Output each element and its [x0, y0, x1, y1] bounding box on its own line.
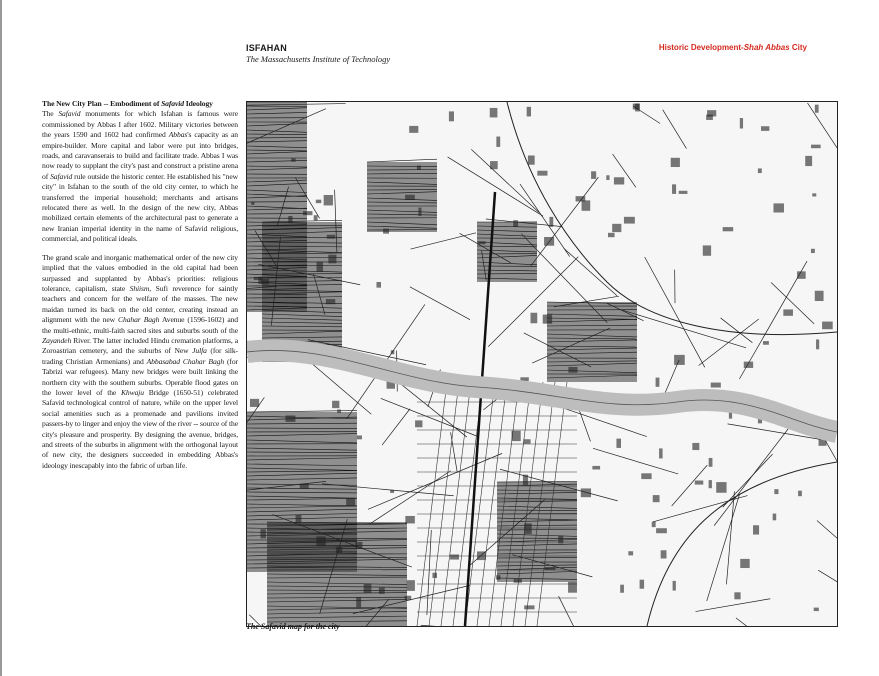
section-title-emphasis: Shah Abbas — [743, 43, 790, 52]
map-dark-area — [547, 302, 637, 382]
map-drawing — [247, 102, 837, 626]
map-parcel — [415, 420, 422, 427]
map-parcel — [711, 383, 721, 388]
map-parcel — [288, 216, 292, 223]
text-run: Shiism — [129, 283, 150, 293]
map-field-boundary — [421, 625, 453, 626]
map-parcel — [659, 448, 662, 458]
map-parcel — [314, 215, 318, 220]
map-parcel — [773, 514, 777, 521]
section-title — [659, 43, 807, 52]
map-parcel — [326, 299, 335, 304]
text-run: River. The latter included Hindu cremation platforms, a Zoroastrian cemetery, and the suburbs of New — [42, 335, 238, 356]
map-parcel — [328, 255, 336, 264]
text-run: monuments for which Isfahan is famous were commissioned by Abbas I after 1602. Military victories between the years 1590 and 1602 had confirmed — [42, 109, 238, 140]
map-field-boundary — [559, 596, 577, 626]
map-parcel — [405, 516, 414, 523]
section-heading — [42, 99, 238, 109]
map-parcel — [477, 551, 486, 560]
map-field-boundary — [672, 465, 708, 506]
map-parcel — [723, 227, 734, 231]
map-parcel — [805, 156, 812, 166]
map-parcel — [391, 350, 395, 354]
map-parcel — [616, 439, 621, 448]
map-parcel — [490, 161, 498, 169]
text-run: rule outside the historic center. He established his "new city" in Isfahan to the south of the old city center, to which he transferred the imperial household; merchants and artisans relocated there as well. In the design of the new city, Abbas mobilized certain elements of the architectural past to generate a new Iranian imperial identity in the name of Safavid religious, commercial, and political ideals. — [42, 171, 238, 244]
map-parcel — [672, 184, 676, 194]
map-parcel — [524, 605, 534, 609]
map-field-boundary — [663, 110, 687, 149]
safavid-city-map — [246, 101, 838, 627]
text-run: Khwaju — [120, 387, 144, 397]
map-parcel — [549, 217, 553, 227]
text-run: Abbasabad Chahar Bagh — [146, 356, 225, 366]
paragraph-1 — [42, 109, 238, 244]
map-parcel — [544, 237, 554, 246]
text-run: , Sufi reverence for saintly teachers and concern for the welfare of the masses. The new maidan turned its back on the old center, creating instead an alignment with the new — [42, 283, 238, 325]
document-subtitle: The Massachusetts Institute of Technology — [246, 54, 391, 64]
map-parcel — [822, 322, 833, 330]
map-parcel — [490, 108, 498, 118]
page-left-edge — [0, 0, 2, 676]
map-parcel — [432, 573, 437, 578]
map-parcel — [716, 482, 726, 493]
map-parcel — [524, 523, 532, 533]
map-parcel — [417, 166, 421, 170]
map-parcel — [545, 567, 556, 570]
map-field-boundary — [818, 570, 837, 600]
map-parcel — [496, 137, 500, 147]
map-field-boundary — [707, 494, 740, 601]
map-parcel — [673, 581, 676, 591]
map-field-boundary — [726, 491, 734, 584]
map-parcel — [624, 217, 635, 224]
map-parcel — [815, 291, 824, 301]
text-run: 's capacity as an empire-builder. More capital and labor were put into bridges, roads, and caravanserais to build and facilitate trade. Abbas I was now ready to supplant the city's past and construct a pristine arena of — [42, 130, 238, 181]
map-parcel — [652, 522, 656, 527]
map-field-boundary — [723, 454, 773, 507]
map-parcel — [514, 579, 522, 583]
map-parcel — [337, 409, 341, 413]
map-parcel — [527, 107, 531, 117]
text-run: Safavid — [50, 171, 73, 181]
map-parcel — [671, 158, 680, 167]
figure-caption: The Safavid map for the city — [246, 622, 340, 631]
map-parcel — [811, 249, 815, 253]
map-parcel — [568, 367, 577, 373]
map-parcel — [582, 200, 591, 210]
map-parcel — [661, 550, 667, 558]
paragraph-2 — [42, 253, 238, 472]
map-parcel — [316, 200, 322, 203]
map-parcel — [614, 177, 624, 184]
map-parcel — [656, 378, 660, 387]
map-parcel — [558, 536, 563, 544]
map-parcel — [591, 171, 596, 179]
map-parcel — [296, 515, 302, 523]
heading-prefix: The New City Plan -- Embodiment of — [42, 99, 162, 108]
map-parcel — [653, 495, 660, 502]
body-text-column — [42, 99, 238, 479]
map-parcel — [450, 554, 459, 559]
map-parcel — [612, 224, 621, 232]
map-parcel — [692, 443, 699, 450]
map-parcel — [740, 118, 743, 128]
map-field-boundary — [593, 448, 678, 474]
map-parcel — [774, 489, 778, 494]
map-parcel — [376, 282, 381, 288]
map-parcel — [327, 235, 336, 239]
map-parcel — [285, 415, 295, 421]
text-run: Avenue (1596-1602) and the multi-ethnic, multi-faith sacred sites and suburbs south of the — [42, 315, 238, 335]
map-parcel — [303, 211, 312, 215]
map-field-boundary — [451, 432, 458, 472]
map-dark-area — [367, 162, 437, 232]
map-parcel — [336, 547, 342, 553]
document-title: ISFAHAN — [246, 43, 287, 53]
map-parcel — [815, 105, 819, 113]
map-parcel — [379, 588, 385, 594]
map-parcel — [581, 488, 591, 497]
map-parcel — [513, 220, 518, 226]
map-parcel — [568, 582, 577, 593]
text-run: Bridge (1650-51) celebrated Safavid technological control of nature, while on the upper level social amenities such as a promenade and pavilions invited passers-by to linger and enjoy the view of the river -- source of the city's pleasure and prosperity. By designing the avenue, bridges, and streets of the suburbs in alignment with the orthogonal layout of new city, the designers succeeded in embedding Abbas's ideology inescapably into the fabric of urban life. — [42, 387, 238, 470]
map-parcel — [709, 458, 713, 467]
map-parcel — [814, 608, 819, 611]
map-parcel — [511, 431, 520, 441]
map-dark-area — [497, 482, 577, 582]
map-parcel — [478, 241, 486, 244]
map-parcel — [679, 191, 688, 194]
map-parcel — [641, 473, 651, 479]
map-field-boundary — [382, 409, 410, 445]
text-run: Chahar Bagh — [118, 315, 160, 325]
text-run: The — [42, 109, 59, 119]
map-parcel — [523, 475, 528, 486]
map-parcel — [357, 435, 362, 439]
map-parcel — [620, 585, 624, 593]
map-hatch-line — [367, 159, 437, 162]
map-parcel — [816, 339, 819, 349]
map-parcel — [783, 309, 793, 315]
map-field-boundary — [739, 261, 807, 379]
map-parcel — [409, 126, 418, 133]
map-parcel — [346, 498, 355, 507]
map-parcel — [761, 126, 769, 131]
map-parcel — [291, 158, 295, 161]
map-parcel — [811, 145, 821, 149]
map-parcel — [640, 580, 644, 589]
map-field-boundary — [410, 287, 470, 320]
map-field-boundary — [736, 618, 832, 626]
map-parcel — [258, 277, 262, 284]
map-parcel — [656, 528, 667, 533]
section-title-suffix: City — [789, 43, 807, 52]
map-road — [507, 102, 837, 335]
map-parcel — [608, 233, 615, 237]
text-run: The grand scale and inorganic mathematical order of the new city implied that the values embodied in the old capital had been surpassed and supplanted by Abbas's priorities: religious tolerance, capitalism, state — [42, 252, 238, 293]
map-parcel — [758, 168, 762, 173]
map-parcel — [260, 529, 265, 538]
map-parcel — [405, 596, 412, 600]
map-parcel — [695, 481, 704, 485]
text-run: (for Tabrizi war refugees). Many new bridges were built linking the northern city with the southern suburbs. Operable flood gates on the lower level of the — [42, 356, 238, 397]
map-parcel — [740, 559, 749, 568]
map-field-boundary — [721, 318, 753, 343]
map-parcel — [592, 466, 600, 470]
map-parcel — [496, 575, 500, 579]
map-parcel — [709, 480, 712, 488]
map-parcel — [543, 315, 552, 324]
map-parcel — [703, 245, 711, 255]
text-run: Safavid — [58, 109, 81, 119]
map-field-boundary — [411, 233, 476, 249]
text-run: (for silk-trading Christian Armenians) and — [42, 346, 238, 366]
map-parcel — [530, 313, 537, 324]
map-parcel — [763, 341, 769, 345]
map-parcel — [674, 355, 685, 365]
map-parcel — [523, 439, 530, 443]
map-field-boundary — [653, 496, 748, 522]
map-parcel — [316, 536, 325, 545]
map-parcel — [251, 202, 254, 205]
map-parcel — [324, 195, 333, 205]
map-parcel — [753, 525, 759, 534]
heading-emphasis: Safavid — [161, 99, 184, 108]
map-parcel — [300, 484, 309, 489]
map-parcel — [356, 597, 361, 607]
text-run: Julfa — [192, 346, 207, 356]
map-parcel — [332, 401, 339, 408]
text-run: Zayandeh — [42, 335, 72, 345]
heading-suffix: Ideology — [184, 99, 213, 108]
map-field-boundary — [564, 248, 617, 296]
map-hatch-line — [497, 481, 577, 482]
map-parcel — [390, 490, 394, 493]
map-parcel — [317, 262, 323, 272]
map-parcel — [407, 580, 415, 591]
map-parcel — [797, 271, 806, 278]
map-parcel — [734, 592, 740, 599]
text-run: Abbas — [168, 130, 188, 140]
map-parcel — [773, 203, 783, 212]
map-parcel — [449, 111, 454, 121]
map-parcel — [383, 229, 389, 234]
map-field-boundary — [817, 521, 837, 614]
map-parcel — [528, 156, 535, 165]
map-parcel — [606, 175, 609, 180]
map-parcel — [537, 171, 547, 176]
map-parcel — [812, 193, 816, 196]
map-parcel — [355, 542, 362, 549]
map-parcel — [250, 399, 259, 407]
map-parcel — [364, 584, 372, 593]
map-parcel — [798, 491, 802, 497]
map-field-boundary — [427, 530, 431, 615]
map-parcel — [744, 362, 753, 368]
map-field-boundary — [771, 283, 814, 324]
map-parcel — [628, 551, 633, 555]
map-parcel — [405, 195, 415, 200]
map-parcel — [633, 104, 640, 110]
map-field-boundary — [807, 103, 837, 160]
map-parcel — [707, 110, 716, 116]
section-title-prefix: Historic Development- — [658, 43, 744, 52]
map-parcel — [418, 208, 421, 216]
